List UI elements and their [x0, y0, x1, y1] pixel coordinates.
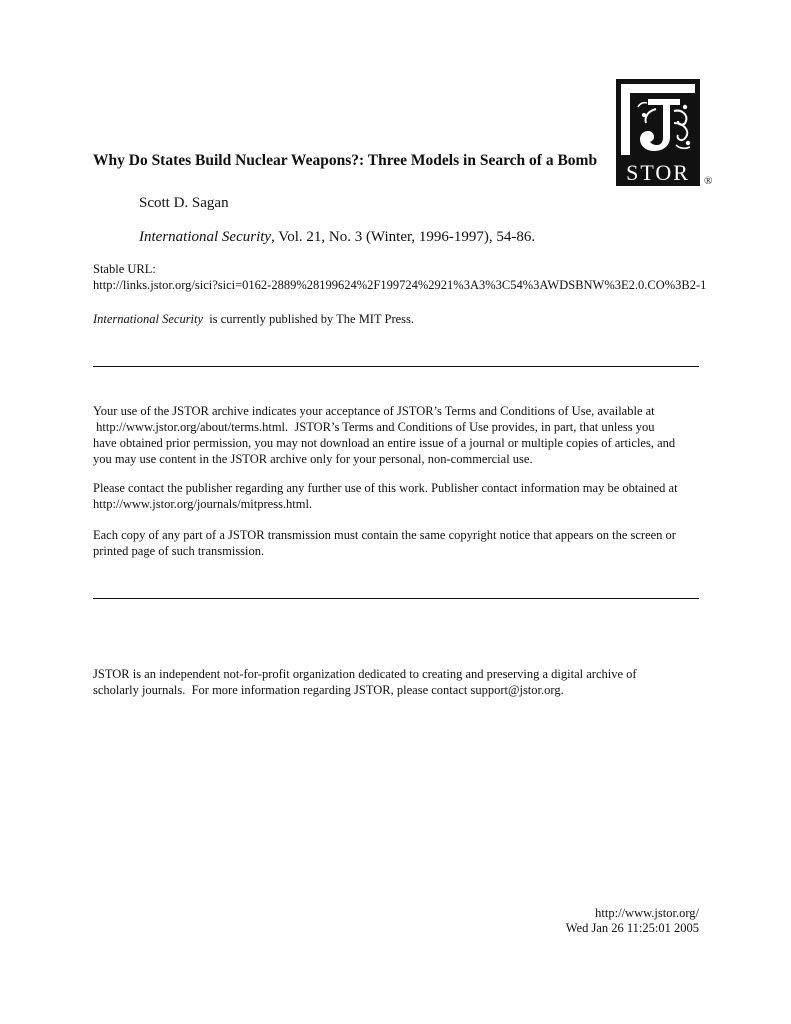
copyright-line: printed page of such transmission.: [93, 544, 265, 558]
terms-line: Your use of the JSTOR archive indicates your acceptance of JSTOR’s Terms and Conditions of Use, available at: [93, 404, 655, 418]
jstor-j-ornament-icon: [630, 93, 696, 156]
article-title: Why Do States Build Nuclear Weapons?: Three Models in Search of a Bomb: [93, 152, 598, 169]
jstor-logo-frame: [616, 79, 700, 160]
terms-line: you may use content in the JSTOR archive only for your personal, non-commercial use.: [93, 452, 533, 466]
jstor-wordmark: STOR: [616, 160, 700, 186]
divider-top: [93, 366, 699, 367]
jstor-logo: [616, 79, 713, 187]
footer-url[interactable]: http://www.jstor.org/: [595, 906, 699, 920]
terms-line: have obtained prior permission, you may not download an entire issue of a journal or multiple copies of articles, and: [93, 436, 676, 450]
footer: [566, 906, 699, 936]
contact-line: http://www.jstor.org/journals/mitpress.html.: [93, 497, 313, 511]
registered-mark: ®: [704, 175, 713, 187]
terms-line: http://www.jstor.org/about/terms.html. JSTOR’s Terms and Conditions of Use provides, in part, that unless you: [93, 420, 655, 434]
copyright-notice: [93, 527, 705, 559]
about-jstor: [93, 666, 705, 698]
contact-notice: [93, 480, 705, 512]
article-citation: [139, 229, 535, 246]
about-line: JSTOR is an independent not-for-profit organization dedicated to creating and preserving a digital archive of: [93, 667, 637, 681]
contact-line: Please contact the publisher regarding any further use of this work. Publisher contact information may be obtained at: [93, 481, 678, 495]
footer-timestamp: Wed Jan 26 11:25:01 2005: [565, 921, 699, 935]
citation-journal: International Security: [139, 229, 272, 245]
article-author: Scott D. Sagan: [139, 195, 229, 211]
publisher-journal: International Security: [93, 312, 204, 326]
stable-url-link[interactable]: http://links.jstor.org/sici?sici=0162-2889%28199624%2F199724%2921%3A3%3C54%3AWDSBNW%3E2.0.CO%3B2-1: [93, 278, 707, 292]
publisher-text: is currently published by The MIT Press.: [203, 312, 415, 326]
divider-bottom: [93, 598, 699, 599]
stable-url-label: Stable URL:: [93, 262, 156, 276]
copyright-line: Each copy of any part of a JSTOR transmission must contain the same copyright notice that appears on the screen or: [93, 528, 676, 542]
citation-details: , Vol. 21, No. 3 (Winter, 1996-1997), 54-86.: [271, 229, 536, 245]
terms-notice: [93, 403, 705, 467]
publisher-note: [93, 312, 414, 327]
about-line: scholarly journals. For more information regarding JSTOR, please contact support@jstor.org.: [93, 683, 564, 697]
